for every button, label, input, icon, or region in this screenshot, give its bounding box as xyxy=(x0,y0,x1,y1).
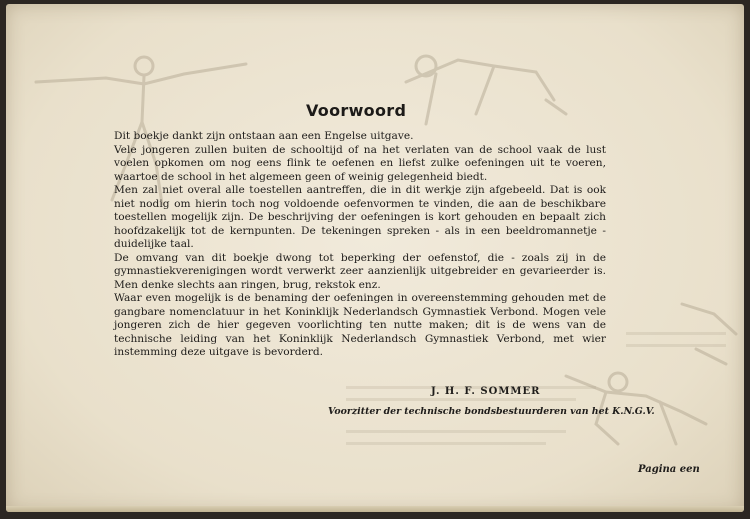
preface-paragraph: Waar even mogelijk is de benaming der oefeningen in overeenstemming gehouden met de gangbare nomenclatuur in het Koninklijk Nederlandsch Gymnastiek Verbond. Mogen vele jongeren zich de hier gegeven voorlichting ten nutte maken; dit is de wens van de technische leiding van het Koninklijk Nederlandsch Gymnastiek Verbond, met wier instemming deze uitgave is bevorderd. xyxy=(114,292,606,358)
author-role: Voorzitter der technische bondsbestuurderen van het K.N.G.V. xyxy=(328,406,655,417)
page-bottom-edge xyxy=(6,506,744,512)
preface-paragraph: Vele jongeren zullen buiten de schooltijd of na het verlaten van de school vaak de lust voelen opkomen om nog eens flink te oefenen en liefst zulke oefeningen uit te voeren, waartoe de school in het algemeen geen of weinig gelegenheid biedt. xyxy=(114,143,606,183)
author-name: J. H. F. SOMMER xyxy=(431,386,541,397)
preface-paragraph: Men zal niet overal alle toestellen aantreffen, die in dit werkje zijn afgebeeld. Dat is ook niet nodig om hierin toch nog voldoende oefenvormen te vinden, die aan de beschikbare toestellen mogelijk zijn. De beschrijving der oefeningen is kort gehouden en bepaalt zich hoofdzakelijk tot de kernpunten. De tekeningen spreken - als in een beeldromannetje - duidelijke taal. xyxy=(114,184,606,250)
preface-paragraph: De omvang van dit boekje dwong tot beperking der oefenstof, die - zoals zij in de gymnastiekverenigingen wordt verwerkt zeer aanzienlijk uitgebreider en gevarieerder is. Men denke slechts aan ringen, brug, rekstok enz. xyxy=(114,251,606,291)
page-number: Pagina een xyxy=(638,464,700,475)
preface-body xyxy=(114,130,606,360)
book-page xyxy=(6,4,744,512)
page-heading: Voorwoord xyxy=(306,101,407,120)
preface-paragraph: Dit boekje dankt zijn ontstaan aan een Engelse uitgave. xyxy=(114,130,414,142)
